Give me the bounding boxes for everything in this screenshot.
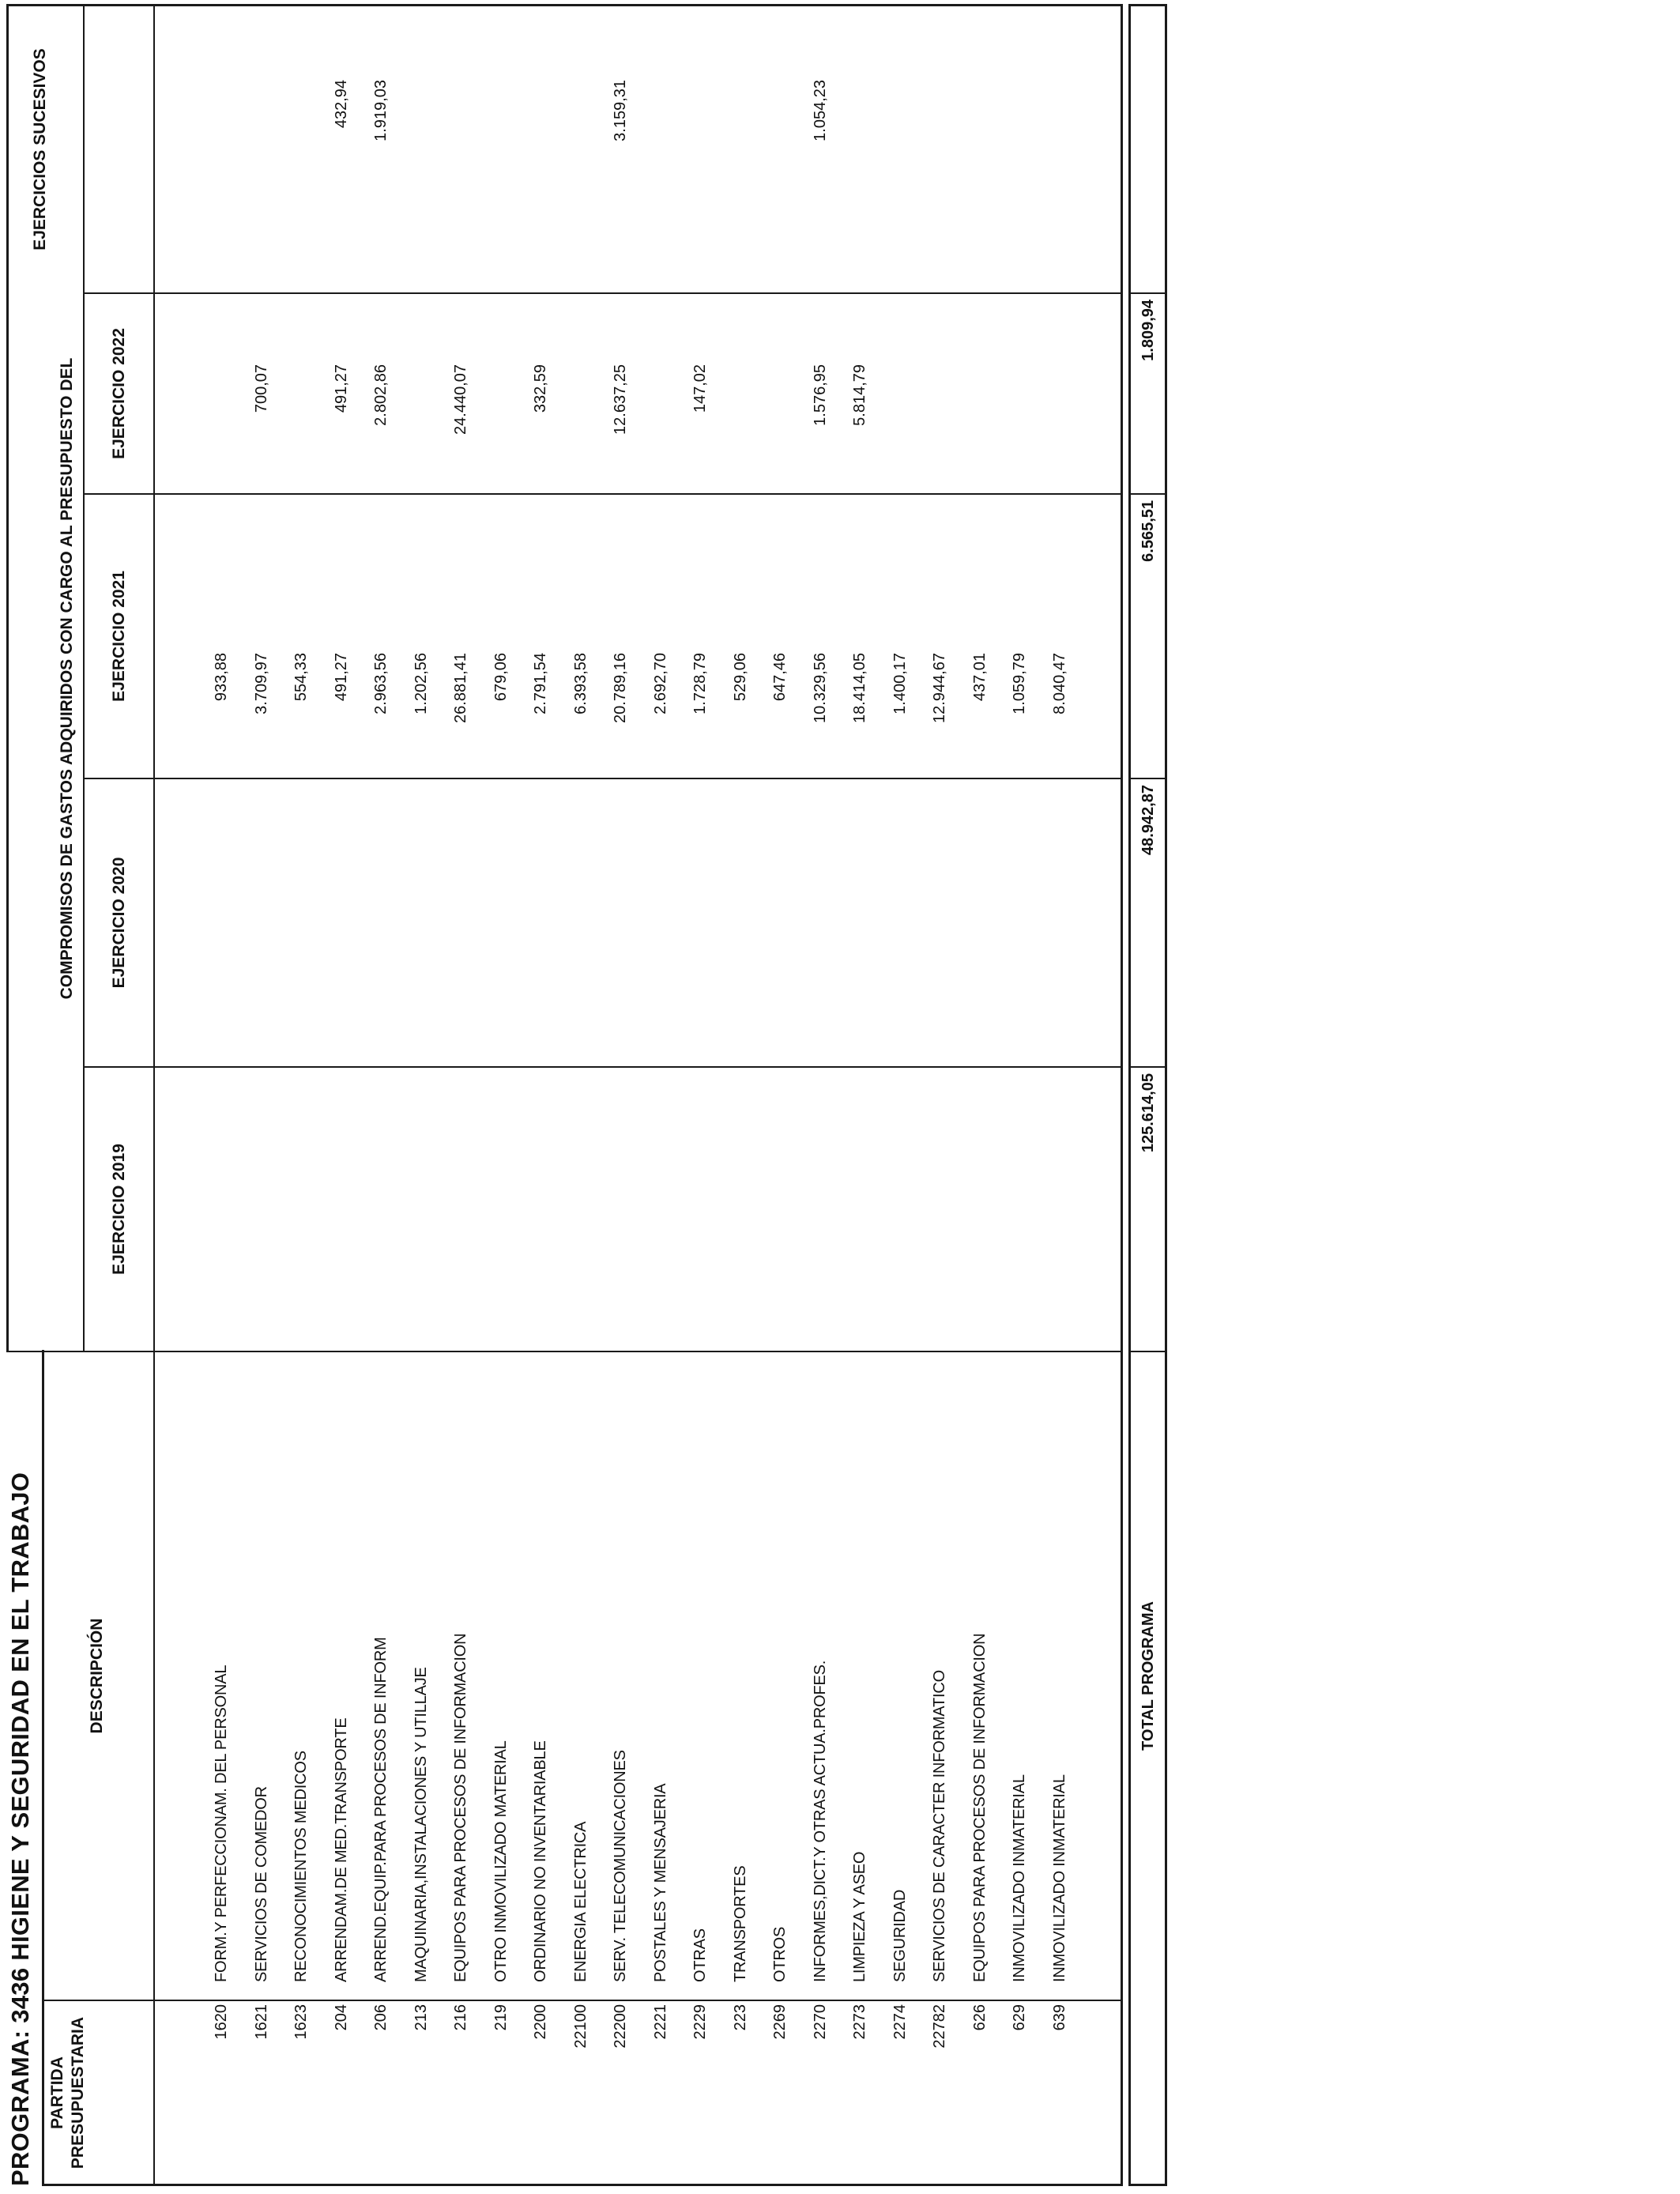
row-description: RECONOCIMIENTOS MEDICOS (292, 1751, 310, 1982)
table-border-top-right (6, 4, 9, 1352)
row-ejercicio-2019: 679,06 (492, 653, 510, 702)
row-code: 1623 (292, 2004, 310, 2040)
row-ejercicio-2021 (561, 80, 601, 277)
row-code: 2274 (891, 2004, 909, 2040)
total-border-bottom (1165, 4, 1167, 2186)
row-ejercicio-2019: 1.059,79 (1011, 653, 1028, 714)
header-partida-line1: PARTIDA (48, 2056, 66, 2129)
row-ejercicio-2020: 700,07 (252, 364, 270, 413)
row-ejercicio-2019: 12.944,67 (931, 653, 948, 723)
row-description: INMOVILIZADO INMATERIAL (1011, 1774, 1028, 1982)
row-ejercicio-2020: 491,27 (332, 364, 350, 413)
row-description: SERVICIOS DE CARACTER INFORMATICO (931, 1670, 948, 1982)
row-ejercicio-2020: 1.576,95 (811, 364, 829, 426)
table-row (281, 0, 321, 2194)
row-code: 2273 (851, 2004, 868, 2040)
total-2022: 1.809,94 (1139, 300, 1157, 361)
row-ejercicio-2019: 20.789,16 (612, 653, 629, 723)
row-code: 22100 (571, 2004, 590, 2049)
row-code: 2270 (811, 2004, 829, 2040)
row-code: 2269 (771, 2004, 789, 2040)
header-ejercicio-2020: EJERCICIO 2020 (110, 857, 128, 989)
row-ejercicio-2019: 437,01 (970, 653, 989, 702)
table-row (401, 0, 441, 2194)
table-row (481, 0, 521, 2194)
row-code: 22200 (612, 2004, 629, 2049)
row-ejercicio-2021 (401, 80, 441, 277)
table-border-top-left (42, 1350, 44, 2186)
row-ejercicio-2021: 1.919,03 (372, 80, 390, 141)
row-ejercicio-2021 (760, 80, 800, 277)
row-description: LIMPIEZA Y ASEO (851, 1851, 868, 1982)
header-separator (153, 4, 155, 2186)
row-code: 2229 (691, 2004, 709, 2040)
row-code: 629 (1011, 2004, 1028, 2031)
table-row (880, 0, 920, 2194)
row-ejercicio-2021 (960, 80, 1000, 277)
row-description: EQUIPOS PARA PROCESOS DE INFORMACION (452, 1633, 469, 1982)
table-border-bottom (1121, 4, 1123, 2186)
row-description: INMOVILIZADO INMATERIAL (1050, 1774, 1068, 1982)
total-border-right (1128, 4, 1167, 6)
table-row (721, 0, 760, 2194)
row-ejercicio-2020: 332,59 (532, 364, 549, 413)
table-row (322, 0, 361, 2194)
table-row (800, 0, 840, 2194)
row-code: 204 (332, 2004, 350, 2031)
row-description: ENERGIA ELECTRICA (571, 1821, 590, 1982)
row-ejercicio-2019: 2.963,56 (372, 653, 390, 714)
table-row (680, 0, 720, 2194)
row-ejercicio-2021 (521, 80, 560, 277)
row-ejercicio-2019: 26.881,41 (452, 653, 469, 723)
row-ejercicio-2020 (760, 364, 800, 562)
row-description: ARREND.EQUIP.PARA PROCESOS DE INFORM (372, 1637, 390, 1982)
row-description: TRANSPORTES (731, 1865, 749, 1982)
row-ejercicio-2020 (481, 364, 521, 562)
header-compromisos: COMPROMISOS DE GASTOS ADQUIRIDOS CON CARGO AL PRESUPUESTO DEL (58, 357, 76, 1000)
row-description: SERV. TELECOMUNICACIONES (612, 1750, 629, 1982)
table-row (840, 0, 880, 2194)
row-code: 213 (412, 2004, 430, 2031)
row-ejercicio-2019: 10.329,56 (811, 653, 829, 723)
total-border-left (1128, 2184, 1167, 2186)
row-ejercicio-2020: 147,02 (691, 364, 709, 413)
table-row (441, 0, 480, 2194)
table-row (561, 0, 601, 2194)
row-ejercicio-2019: 554,33 (292, 653, 310, 702)
row-description: INFORMES,DICT.Y OTRAS ACTUA.PROFES. (811, 1660, 829, 1982)
header-ejercicio-2022: EJERCICIO 2022 (110, 328, 128, 459)
row-description: SEGURIDAD (891, 1889, 909, 1982)
row-ejercicio-2019: 1.202,56 (412, 653, 430, 714)
row-code: 1621 (252, 2004, 270, 2040)
row-description: OTROS (771, 1926, 789, 1982)
total-sep-2020 (1128, 778, 1167, 779)
table-row (920, 0, 959, 2194)
row-code: 223 (731, 2004, 749, 2031)
row-ejercicio-2019: 933,88 (213, 653, 230, 702)
page-title: PROGRAMA: 3436 HIGIENE Y SEGURIDAD EN EL TRABAJO (6, 1472, 34, 2186)
row-description: POSTALES Y MENSAJERIA (651, 1783, 669, 1982)
row-ejercicio-2019: 18.414,05 (851, 653, 868, 723)
total-2021: 6.565,51 (1139, 500, 1157, 562)
header-descripcion: DESCRIPCIÓN (88, 1618, 106, 1734)
row-ejercicio-2019: 529,06 (731, 653, 749, 702)
row-ejercicio-2020 (960, 364, 1000, 562)
row-description: OTRO INMOVILIZADO MATERIAL (492, 1740, 510, 1982)
row-ejercicio-2020 (281, 364, 321, 562)
row-ejercicio-2021 (242, 80, 281, 277)
row-code: 219 (492, 2004, 510, 2031)
table-row (361, 0, 401, 2194)
table-row (641, 0, 680, 2194)
row-ejercicio-2020 (641, 364, 680, 562)
row-code: 2200 (532, 2004, 549, 2040)
row-description: SERVICIOS DE COMEDOR (252, 1786, 270, 1982)
header-ejercicio-2019: EJERCICIO 2019 (110, 1144, 128, 1275)
row-code: 22782 (931, 2004, 948, 2049)
row-ejercicio-2019: 1.400,17 (891, 653, 909, 714)
row-ejercicio-2021 (641, 80, 680, 277)
row-ejercicio-2019: 2.791,54 (532, 653, 549, 714)
total-sep-2022 (1128, 292, 1167, 294)
row-ejercicio-2019: 3.709,97 (252, 653, 270, 714)
row-description: ORDINARIO NO INVENTARIABLE (532, 1740, 549, 1982)
row-ejercicio-2021: 1.054,23 (811, 80, 829, 141)
row-ejercicio-2021 (281, 80, 321, 277)
table-row (202, 0, 241, 2194)
row-ejercicio-2021 (880, 80, 920, 277)
row-ejercicio-2021 (840, 80, 880, 277)
row-ejercicio-2019: 6.393,58 (571, 653, 590, 714)
row-code: 639 (1050, 2004, 1068, 2031)
row-ejercicio-2020 (202, 364, 241, 562)
table-row (521, 0, 560, 2194)
table-row (242, 0, 281, 2194)
header-ejercicio-2021: EJERCICIO 2021 (110, 571, 128, 702)
row-ejercicio-2020: 5.814,79 (851, 364, 868, 426)
table-row (760, 0, 800, 2194)
row-ejercicio-2021 (202, 80, 241, 277)
table-row (960, 0, 1000, 2194)
row-code: 206 (372, 2004, 390, 2031)
row-ejercicio-2019: 491,27 (332, 653, 350, 702)
row-ejercicio-2020: 24.440,07 (452, 364, 469, 435)
total-sep-2021 (1128, 493, 1167, 495)
row-description: OTRAS (691, 1928, 709, 1982)
row-ejercicio-2021: 3.159,31 (612, 80, 629, 141)
row-ejercicio-2019: 647,46 (771, 653, 789, 702)
row-description: EQUIPOS PARA PROCESOS DE INFORMACION (970, 1633, 989, 1982)
row-code: 216 (452, 2004, 469, 2031)
table-row (601, 0, 640, 2194)
row-ejercicio-2021 (920, 80, 959, 277)
row-ejercicio-2020 (880, 364, 920, 562)
row-description: ARRENDAM.DE MED.TRANSPORTE (332, 1717, 350, 1982)
header-ejercicios-sucesivos: EJERCICIOS SUCESIVOS (31, 48, 49, 251)
row-ejercicio-2020 (1000, 364, 1039, 562)
row-ejercicio-2021 (481, 80, 521, 277)
row-ejercicio-2019: 8.040,47 (1050, 653, 1068, 714)
row-ejercicio-2020: 12.637,25 (612, 364, 629, 435)
row-code: 1620 (213, 2004, 230, 2040)
total-2020: 48.942,87 (1139, 785, 1157, 855)
row-ejercicio-2020 (721, 364, 760, 562)
row-ejercicio-2021 (1040, 80, 1079, 277)
total-2019: 125.614,05 (1139, 1073, 1157, 1153)
row-ejercicio-2021 (721, 80, 760, 277)
row-ejercicio-2021 (680, 80, 720, 277)
row-ejercicio-2020 (401, 364, 441, 562)
row-code: 2221 (651, 2004, 669, 2040)
row-ejercicio-2019: 1.728,79 (691, 653, 709, 714)
total-label: TOTAL PROGRAMA (1139, 1601, 1157, 1751)
total-sep-2019 (1128, 1066, 1167, 1068)
header-partida (47, 2001, 89, 2185)
row-description: MAQUINARIA,INSTALACIONES Y UTILLAJE (412, 1667, 430, 1982)
row-ejercicio-2020: 2.802,86 (372, 364, 390, 426)
table-row (1000, 0, 1039, 2194)
total-border-top (1128, 4, 1131, 2186)
table-body (202, 0, 1087, 2194)
table-row (1040, 0, 1079, 2194)
row-ejercicio-2020 (561, 364, 601, 562)
row-ejercicio-2020 (920, 364, 959, 562)
row-ejercicio-2021 (441, 80, 480, 277)
row-ejercicio-2021: 432,94 (332, 80, 350, 129)
row-ejercicio-2019: 2.692,70 (651, 653, 669, 714)
row-description: FORM.Y PERFECCIONAM. DEL PERSONAL (213, 1664, 230, 1982)
row-ejercicio-2020 (1040, 364, 1079, 562)
compromisos-separator (83, 4, 85, 1352)
row-ejercicio-2021 (1000, 80, 1039, 277)
header-partida-line2: PRESUPUESTARIA (69, 2016, 87, 2169)
row-code: 626 (970, 2004, 989, 2031)
